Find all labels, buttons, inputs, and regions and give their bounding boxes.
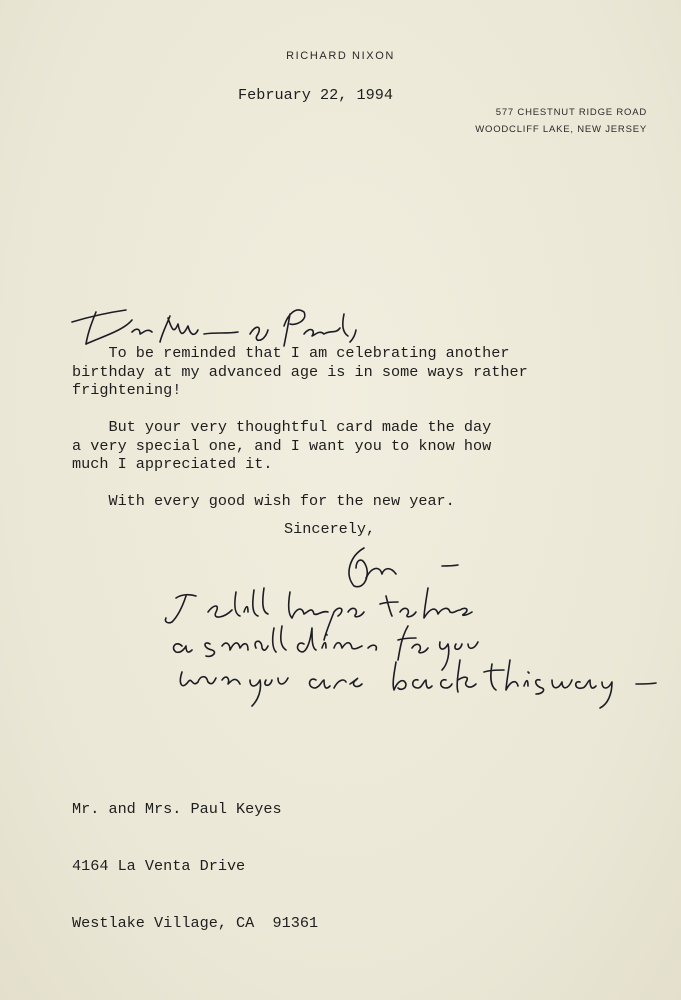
body-line: To be reminded that I am celebrating another bbox=[72, 344, 510, 362]
letterhead-name: RICHARD NIXON bbox=[286, 50, 395, 62]
body-line: But your very thoughtful card made the day bbox=[72, 418, 492, 436]
closing-sincerely: Sincerely, bbox=[284, 520, 376, 538]
paragraph-gap bbox=[72, 474, 528, 493]
recipient-line-3: Westlake Village, CA 91361 bbox=[72, 914, 319, 932]
handwritten-salutation bbox=[72, 310, 356, 346]
body-line: With every good wish for the new year. bbox=[72, 492, 455, 510]
address-line-2: WOODCLIFF LAKE, NEW JERSEY bbox=[475, 124, 647, 135]
recipient-line-1: Mr. and Mrs. Paul Keyes bbox=[72, 800, 282, 818]
handwritten-postscript-line-3 bbox=[180, 660, 656, 708]
recipient-address bbox=[72, 762, 318, 971]
body-line: frightening! bbox=[72, 381, 182, 399]
body-line: birthday at my advanced age is in some ways rather bbox=[72, 362, 528, 381]
letterhead-address bbox=[475, 104, 647, 138]
body-line: a very special one, and I want you to know how bbox=[72, 436, 492, 455]
letter-body bbox=[72, 344, 528, 511]
handwritten-postscript-line-2 bbox=[174, 626, 478, 670]
paragraph-gap bbox=[72, 400, 528, 419]
address-line-1: 577 CHESTNUT RIDGE ROAD bbox=[495, 107, 647, 118]
handwritten-signature bbox=[349, 548, 458, 587]
body-line: much I appreciated it. bbox=[72, 455, 273, 473]
recipient-line-2: 4164 La Venta Drive bbox=[72, 857, 246, 875]
letter-date: February 22, 1994 bbox=[238, 86, 393, 104]
handwritten-postscript-line-1 bbox=[165, 588, 472, 640]
